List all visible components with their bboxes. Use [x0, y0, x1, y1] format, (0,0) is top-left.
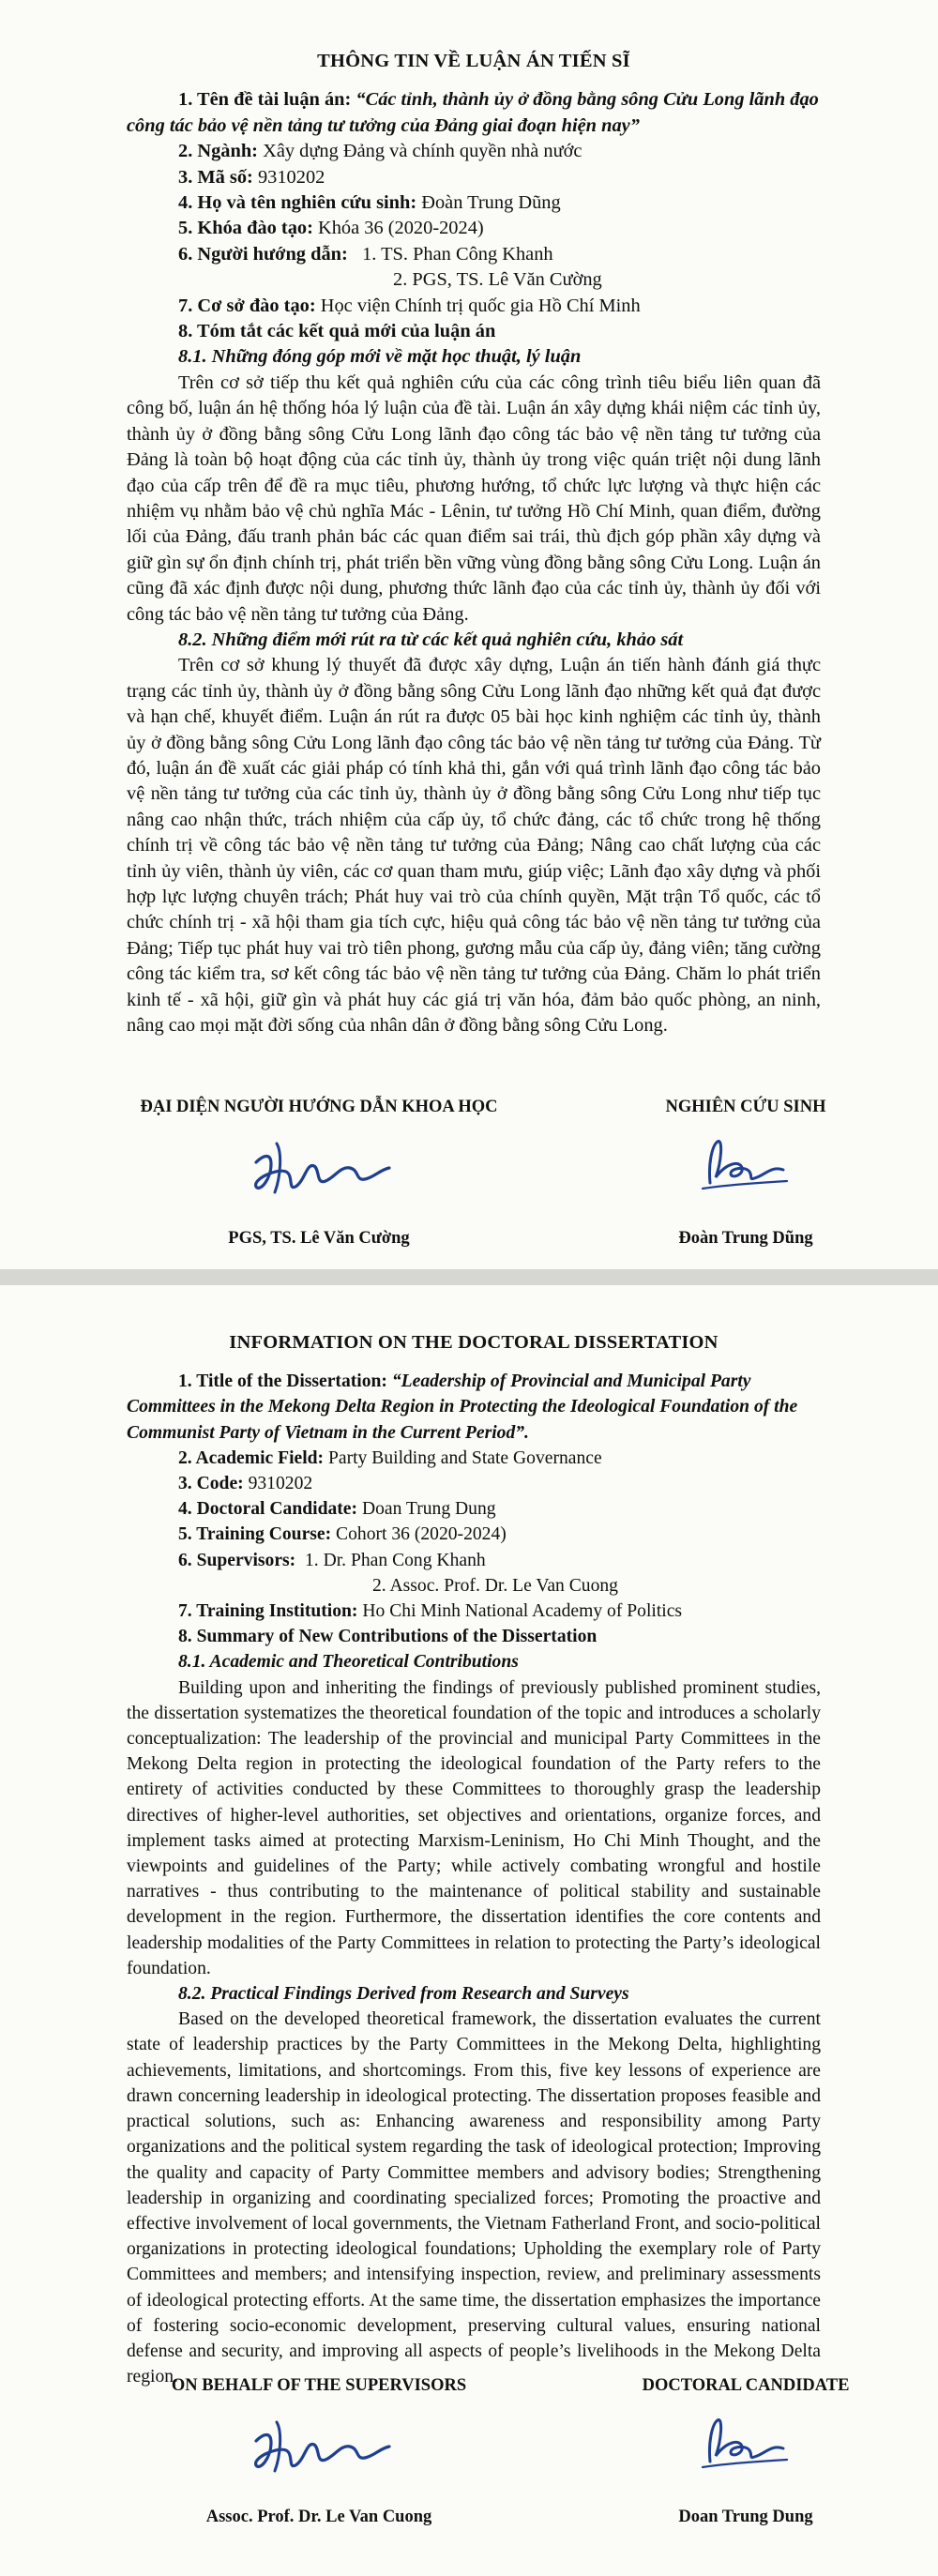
section-body-8-1: Trên cơ sở tiếp thu kết quả nghiên cứu của các công trình tiêu biểu liên quan đã công bố, luận án hệ thống hóa lý luận của đề tài. Luận án xây dựng khái niệm các tỉnh ủy, thành ủy ở đồng bằng sông Cửu Long lãnh đạo công tác bảo vệ nền tảng tư tưởng của Đảng là toàn bộ hoạt động của các tỉnh ủy, thành ủy trong việc quán triệt nội dung lãnh đạo của cấp trên để đề ra mục tiêu, phương hướng, tổ chức lực lượng và thực hiện các nhiệm vụ nhằm bảo vệ chủ nghĩa Mác - Lênin, tư tưởng Hồ Chí Minh, quan điểm, đường lối của Đảng, đấu tranh phản bác các quan điểm sai trái, thù địch góp phần xây dựng và giữ gìn sự ổn định chính trị, phát triển bền vững vùng đồng bằng sông Cửu Long. Luận án cũng đã xác định được nội dung, phương thức lãnh đạo của các tỉnh ủy, thành ủy đối với công tác bảo vệ nền tảng tư tưởng của Đảng. [127, 371, 821, 625]
supervisors-field [127, 1548, 821, 1573]
course-value: Cohort 36 (2020-2024) [336, 1524, 507, 1545]
supervisor-2: 2. PGS, TS. Lê Văn Cường [393, 269, 602, 291]
supervisor-signature-title: ON BEHALF OF THE SUPERVISORS [171, 2376, 467, 2395]
section-heading-8-1: 8.1. Academic and Theoretical Contributions [178, 1652, 519, 1673]
supervisor-2-line [127, 267, 821, 293]
supervisor-signature-icon [239, 1125, 399, 1200]
code-value: 9310202 [248, 1474, 313, 1494]
supervisors-label: 6. Người hướng dẫn: [178, 243, 348, 265]
candidate-label: 4. Doctoral Candidate: [178, 1499, 358, 1520]
topic-label: 1. Tên đề tài luận án: [178, 89, 352, 111]
supervisors-field [127, 242, 821, 267]
section-body-8-2: Based on the developed theoretical framework, the dissertation evaluates the current state of leadership practices by the Party Committees in the Mekong Delta, highlighting achievements, limitations, and shortcomings. From this, five key lessons of experience are drawn concerning leadership in ideological protecting. The dissertation proposes feasible and practical solutions, such as: Enhancing awareness and responsibility among Party organizations and the political system regarding the task of ideological protection; Improving the quality and capacity of Party Committee members and advisory bodies; Strengthening leadership in organizing and coordinating specialized forces; Promoting the proactive and effective involvement of local governments, the Vietnam Fatherland Front, and socio-political organizations in protecting ideological foundations; Upholding the exemplary role of Party Committees and members; and intensifying inspection, review, and preliminary assessments of ideological protecting efforts. At the same time, the dissertation emphasizes the importance of fostering socio-economic development, preserving cultural values, ensuring national defense and security, and improving all aspects of people’s livelihoods in the Mekong Delta region. [127, 2009, 821, 2387]
supervisor-1: 1. TS. Phan Công Khanh [362, 243, 553, 265]
field-of-study [127, 139, 821, 164]
code-label: 3. Mã số: [178, 166, 253, 188]
topic-field [127, 1369, 821, 1446]
supervisor-2: 2. Assoc. Prof. Dr. Le Van Cuong [372, 1575, 618, 1596]
section-body-8-2: Trên cơ sở khung lý thuyết đã được xây dựng, Luận án tiến hành đánh giá thực trạng các tỉnh ủy, thành ủy ở đồng bằng sông Cửu Long lãnh đạo những kết quả đạt được và hạn chế, khuyết điểm. Luận án rút ra được 05 bài học kinh nghiệm các tỉnh ủy, thành ủy ở đồng bằng sông Cửu Long lãnh đạo công tác bảo vệ nền tảng tư tưởng của Đảng. Từ đó, luận án đề xuất các giải pháp có tính khả thi, gắn với quá trình lãnh đạo công tác bảo vệ nền tảng tư tưởng của các tỉnh ủy, thành ủy ở đồng bằng sông Cửu Long như tiếp tục nâng cao nhận thức, trách nhiệm của cấp ủy, tổ chức đảng, các tổ chức trong hệ thống chính trị về công tác bảo vệ nền tảng tư tưởng của Đảng; Nâng cao chất lượng của các tỉnh ủy viên, thành ủy viên, các cơ quan tham mưu, giúp việc; Lãnh đạo xây dựng và phối hợp lực lượng chuyên trách; Phát huy vai trò của chính quyền, Mặt trận Tổ quốc, các tổ chức chính trị - xã hội tham gia tích cực, hiệu quả công tác bảo vệ nền tảng tư tưởng của Đảng; Tiếp tục phát huy vai trò tiên phong, gương mẫu của cấp ủy, đảng viên; tăng cường công tác kiểm tra, sơ kết công tác bảo vệ nền tảng tư tưởng của Đảng. Chăm lo phát triển kinh tế - xã hội, giữ gìn và phát huy các giá trị văn hóa, đảm bảo quốc phòng, an ninh, nâng cao mọi mặt đời sống của nhân dân ở đồng bằng sông Cửu Long. [127, 655, 821, 1037]
candidate-value: Doan Trung Dung [361, 1499, 496, 1520]
course-field [127, 1522, 821, 1547]
document-body [127, 1330, 821, 2389]
code-value: 9310202 [257, 166, 325, 188]
code-label: 3. Code: [178, 1474, 244, 1494]
course-label: 5. Khóa đào tạo: [178, 218, 313, 239]
candidate-label: 4. Họ và tên nghiên cứu sinh: [178, 192, 417, 214]
topic-label: 1. Title of the Dissertation: [178, 1371, 387, 1392]
supervisor-1: 1. Dr. Phan Cong Khanh [305, 1550, 486, 1570]
field-of-study [127, 1446, 821, 1471]
institution-field [127, 294, 821, 319]
supervisor-signature-icon [239, 2403, 399, 2478]
supervisor-name: PGS, TS. Lê Văn Cường [228, 1229, 410, 1248]
candidate-field [127, 1496, 821, 1522]
section-heading-8-2: 8.2. Những điểm mới rút ra từ các kết quả nghiên cứu, khảo sát [178, 629, 684, 650]
institution-label: 7. Cơ sở đào tạo: [178, 295, 316, 316]
candidate-field [127, 190, 821, 216]
summary-heading [127, 1624, 821, 1649]
summary-label: 8. Tóm tắt các kết quả mới của luận án [178, 321, 496, 342]
document-page-vietnamese [0, 0, 938, 1269]
section-heading-8-1: 8.1. Những đóng góp mới về mặt học thuật, lý luận [178, 346, 582, 368]
page-title: THÔNG TIN VỀ LUẬN ÁN TIẾN SĨ [317, 51, 630, 71]
topic-value: “Leadership of Provincial and Municipal Party Committees in the Mekong Delta Region in Protecting the Ideological Foundation of the Communist Party of Vietnam in the Current Period”. [127, 1371, 798, 1443]
candidate-value: Đoàn Trung Dũng [421, 192, 561, 214]
supervisors-label: 6. Supervisors: [178, 1550, 296, 1570]
field-label: 2. Academic Field: [178, 1447, 325, 1468]
institution-field [127, 1599, 821, 1624]
candidate-signature-title: NGHIÊN CỨU SINH [665, 1098, 826, 1116]
candidate-signature-block [600, 2376, 891, 2526]
candidate-signature-icon [689, 1125, 802, 1200]
institution-label: 7. Training Institution: [178, 1601, 358, 1622]
page-divider [0, 1269, 938, 1285]
candidate-name: Đoàn Trung Dũng [678, 1229, 813, 1248]
field-value: Xây dựng Đảng và chính quyền nhà nước [263, 141, 582, 162]
code-field [127, 1471, 821, 1496]
supervisor-2-line [127, 1573, 821, 1599]
field-value: Party Building and State Governance [328, 1447, 602, 1468]
supervisor-signature-title: ĐẠI DIỆN NGƯỜI HƯỚNG DẪN KHOA HỌC [140, 1098, 498, 1116]
supervisor-signature-block [98, 2376, 539, 2526]
institution-value: Học viện Chính trị quốc gia Hồ Chí Minh [320, 295, 641, 316]
code-field [127, 165, 821, 190]
supervisor-signature-block [98, 1098, 539, 1248]
section-heading-8-2: 8.2. Practical Findings Derived from Research and Surveys [178, 1984, 629, 2005]
candidate-signature-title: DOCTORAL CANDIDATE [642, 2376, 850, 2395]
document-page-english [0, 1285, 938, 2576]
institution-value: Ho Chi Minh National Academy of Politics [362, 1601, 683, 1622]
section-body-8-1: Building upon and inheriting the findings of previously published prominent studies, the dissertation systematizes the theoretical foundation of the topic and introduces a scholarly conceptualization: The leadership of the provincial and municipal Party Committees in the Mekong Delta region in protecting the ideological foundation of the Party refers to the entirety of activities conducted by these Committees to thoroughly grasp the leadership directives of higher-level authorities, set objectives and orientations, organize forces, and implement tasks aimed at protecting Marxism-Leninism, Ho Chi Minh Thought, and the viewpoints and guidelines of the Party; while actively combating wrongful and hostile narratives - thus contributing to the maintenance of political stability and sustainable development in the region. Furthermore, the dissertation identifies the core contents and leadership modalities of the Party Committees in relation to protecting the Party’s ideological foundation. [127, 1677, 821, 1978]
summary-heading [127, 319, 821, 344]
page-title: INFORMATION ON THE DOCTORAL DISSERTATION [229, 1332, 719, 1353]
topic-value: “Các tỉnh, thành ủy ở đồng bằng sông Cửu Long lãnh đạo công tác bảo vệ nền tảng tư tưởng của Đảng giai đoạn hiện nay” [127, 89, 819, 136]
topic-field [127, 87, 821, 139]
candidate-signature-block [600, 1098, 891, 1248]
candidate-name: Doan Trung Dung [678, 2508, 813, 2526]
course-label: 5. Training Course: [178, 1524, 332, 1545]
candidate-signature-icon [689, 2403, 802, 2478]
course-value: Khóa 36 (2020-2024) [318, 218, 484, 239]
supervisor-name: Assoc. Prof. Dr. Le Van Cuong [205, 2508, 432, 2526]
summary-label: 8. Summary of New Contributions of the Dissertation [178, 1627, 598, 1647]
course-field [127, 216, 821, 241]
document-body [127, 49, 821, 1038]
field-label: 2. Ngành: [178, 141, 258, 162]
